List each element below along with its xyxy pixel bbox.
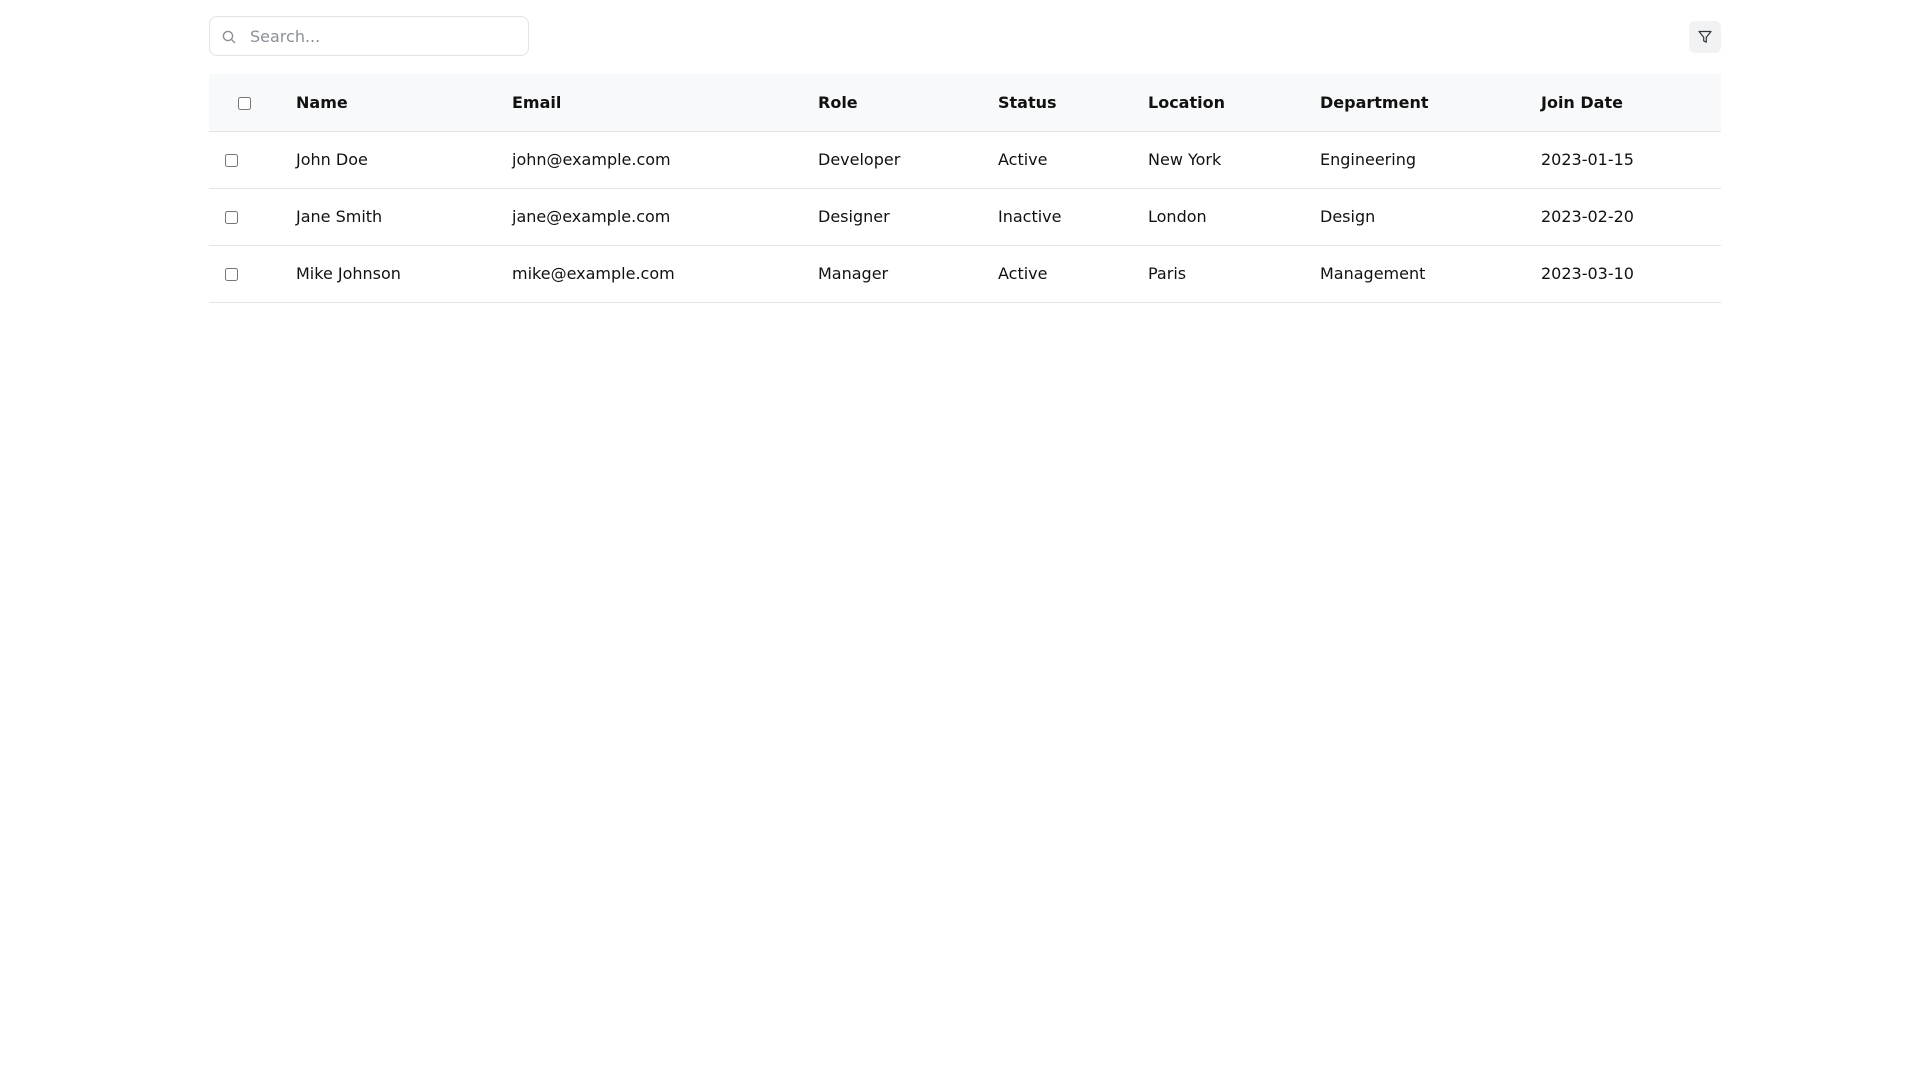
row-select-cell xyxy=(209,188,296,245)
search-input[interactable] xyxy=(250,17,520,55)
filter-button[interactable] xyxy=(1689,21,1721,53)
cell-join-date: 2023-03-10 xyxy=(1541,245,1721,302)
cell-status: Active xyxy=(998,131,1148,188)
data-table-page xyxy=(209,0,1721,303)
row-select-cell xyxy=(209,245,296,302)
table-toolbar xyxy=(209,0,1721,74)
column-header-status[interactable]: Status xyxy=(998,74,1148,131)
column-header-role[interactable]: Role xyxy=(818,74,998,131)
select-all-cell xyxy=(209,74,296,131)
users-table xyxy=(209,74,1721,303)
cell-join-date: 2023-02-20 xyxy=(1541,188,1721,245)
column-header-location[interactable]: Location xyxy=(1148,74,1320,131)
row-checkbox[interactable] xyxy=(225,154,238,167)
cell-name: John Doe xyxy=(296,131,512,188)
cell-location: New York xyxy=(1148,131,1320,188)
table-row[interactable] xyxy=(209,245,1721,302)
column-header-department[interactable]: Department xyxy=(1320,74,1541,131)
cell-location: Paris xyxy=(1148,245,1320,302)
table-row[interactable] xyxy=(209,188,1721,245)
cell-email: jane@example.com xyxy=(512,188,818,245)
cell-status: Active xyxy=(998,245,1148,302)
cell-email: mike@example.com xyxy=(512,245,818,302)
table-row[interactable] xyxy=(209,131,1721,188)
cell-department: Management xyxy=(1320,245,1541,302)
row-checkbox[interactable] xyxy=(225,211,238,224)
search-box[interactable] xyxy=(209,16,529,56)
row-select-cell xyxy=(209,131,296,188)
row-checkbox[interactable] xyxy=(225,268,238,281)
filter-icon xyxy=(1697,29,1713,45)
cell-email: john@example.com xyxy=(512,131,818,188)
cell-name: Mike Johnson xyxy=(296,245,512,302)
cell-department: Design xyxy=(1320,188,1541,245)
cell-department: Engineering xyxy=(1320,131,1541,188)
column-header-join-date[interactable]: Join Date xyxy=(1541,74,1721,131)
cell-role: Manager xyxy=(818,245,998,302)
column-header-email[interactable]: Email xyxy=(512,74,818,131)
cell-status: Inactive xyxy=(998,188,1148,245)
cell-location: London xyxy=(1148,188,1320,245)
cell-join-date: 2023-01-15 xyxy=(1541,131,1721,188)
select-all-checkbox[interactable] xyxy=(238,97,251,110)
table-header-row xyxy=(209,74,1721,131)
cell-role: Designer xyxy=(818,188,998,245)
cell-role: Developer xyxy=(818,131,998,188)
column-header-name[interactable]: Name xyxy=(296,74,512,131)
cell-name: Jane Smith xyxy=(296,188,512,245)
search-icon xyxy=(221,29,237,45)
